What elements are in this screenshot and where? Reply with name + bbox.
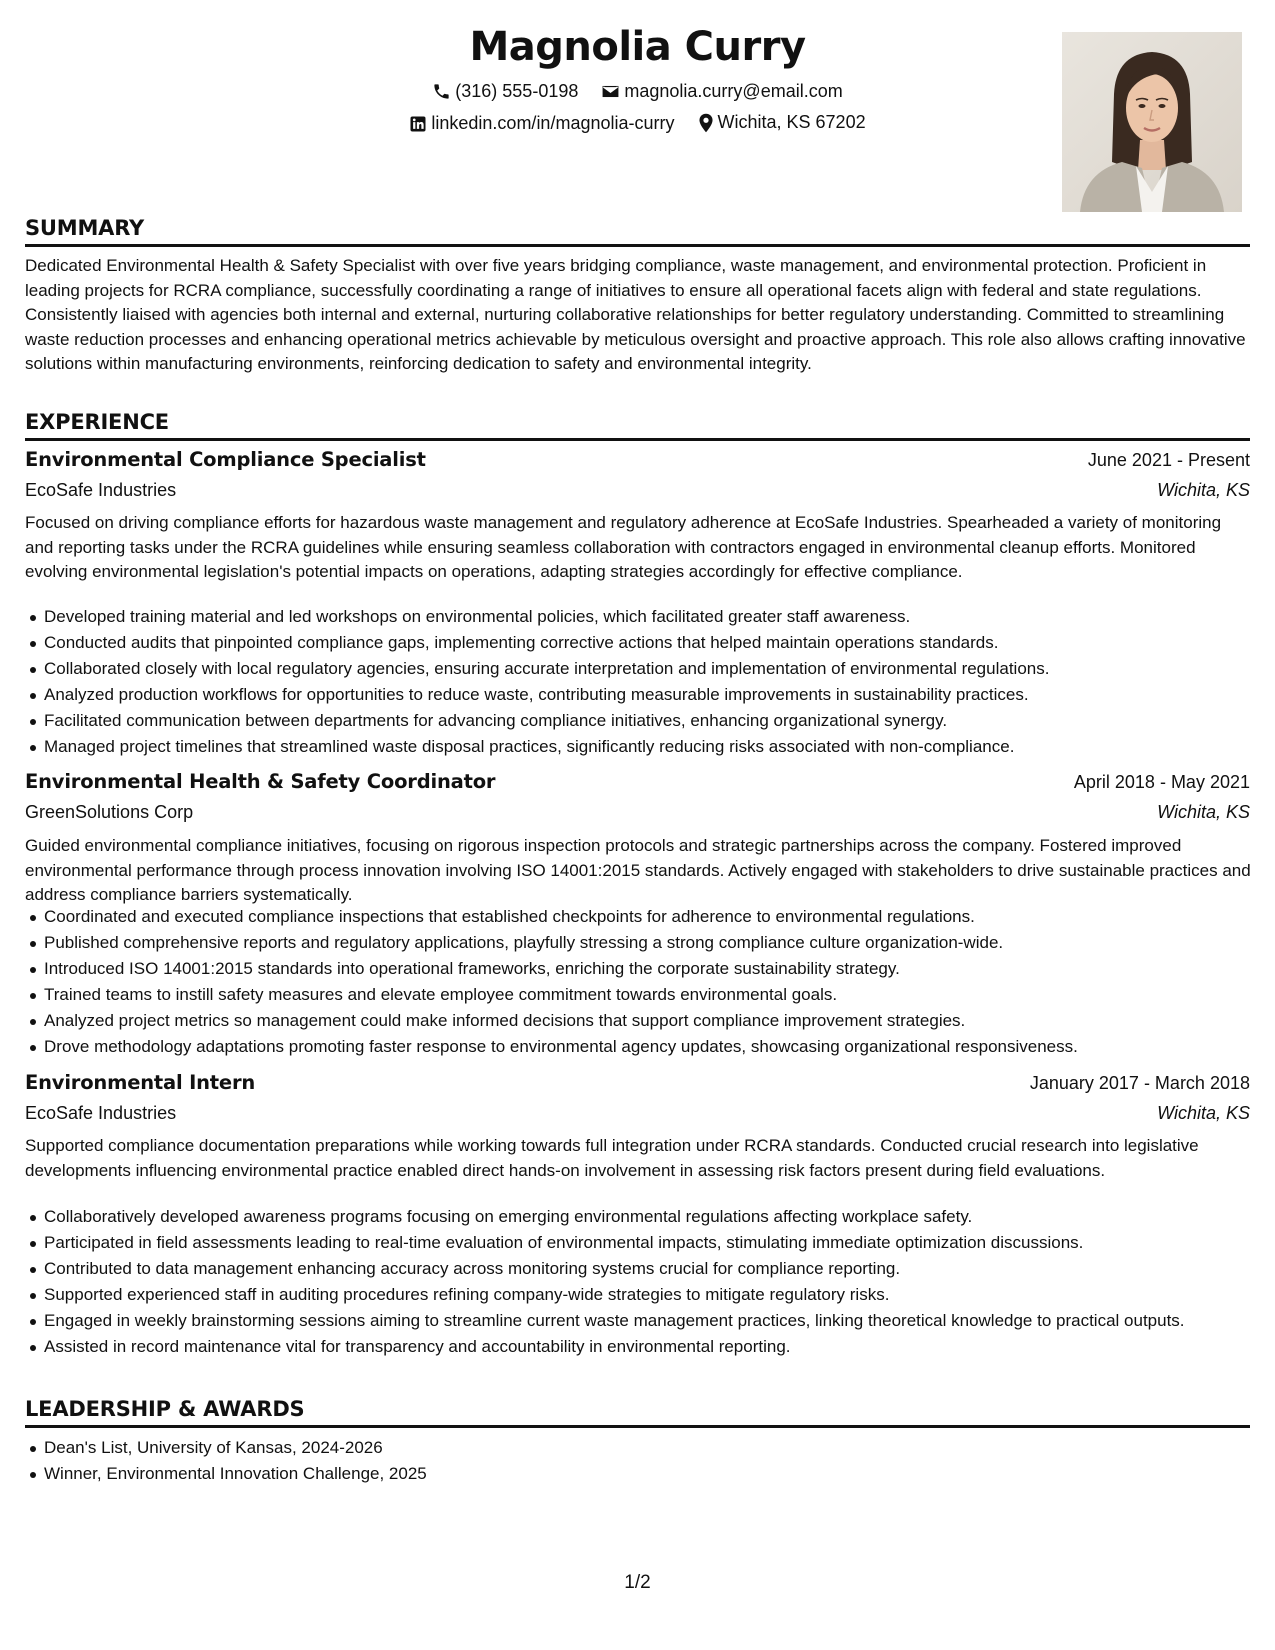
contact-linkedin[interactable] [409,113,674,134]
awards-list [25,1436,1253,1488]
contact-phone [432,81,578,102]
job-description: Supported compliance documentation preparations while working towards full integration under RCRA standards. Conducted crucial research into legislative developments influencing environmental practice enabled direct hands-on involvement in assessing risk factors present during field evaluations. [25,1136,1199,1180]
contact-email[interactable] [601,81,842,102]
job-title: Environmental Health & Safety Coordinator [25,770,496,793]
job-bullets [25,1205,1253,1361]
list-item: Introduced ISO 14001:2015 standards into operational frameworks, enriching the corporate sustainability strategy. [25,957,1253,982]
job-dates: January 2017 - March 2018 [1029,1073,1250,1093]
profile-photo [1062,32,1242,212]
job-location: Wichita, KS [1157,480,1250,500]
list-item: Managed project timelines that streamlined waste disposal practices, significantly reducing risks associated with non-compliance. [25,735,1253,760]
experience-heading: EXPERIENCE [25,410,1250,441]
list-item: Published comprehensive reports and regulatory applications, playfully stressing a strong compliance culture organization-wide. [25,931,1253,956]
list-item: Winner, Environmental Innovation Challenge, 2025 [25,1462,1253,1487]
envelope-icon [601,82,620,101]
job-description: Guided environmental compliance initiatives, focusing on rigorous inspection protocols and strategic partnerships across the company. Fostered improved environmental performance through process innovation involving ISO 14001:2015 standards. Actively engaged with stakeholders to drive sustainable practices and address compliance barriers systematically. [25,836,1251,904]
list-item: Conducted audits that pinpointed compliance gaps, implementing corrective actions that helped maintain operations standards. [25,631,1253,656]
job-location: Wichita, KS [1157,1103,1250,1123]
list-item: Developed training material and led workshops on environmental policies, which facilitated greater staff awareness. [25,605,1253,630]
email-link[interactable]: magnolia.curry@email.com [624,81,843,101]
job-company: GreenSolutions Corp [25,802,194,822]
page-number: 1/2 [624,1572,651,1593]
job-location: Wichita, KS [1157,802,1250,822]
awards-heading: LEADERSHIP & AWARDS [25,1397,1250,1428]
list-item: Collaboratively developed awareness programs focusing on emerging environmental regulations affecting workplace safety. [25,1205,1253,1230]
contact-location [698,112,866,133]
job-title: Environmental Intern [25,1071,256,1094]
location-text: Wichita, KS 67202 [717,112,866,132]
job-bullets [25,605,1253,761]
list-item: Engaged in weekly brainstorming sessions aiming to streamline current waste management practices, linking theoretical knowledge to practical outputs. [25,1309,1253,1334]
linkedin-link[interactable]: linkedin.com/in/magnolia-curry [431,113,675,133]
resume-header [25,20,1250,220]
summary-heading: SUMMARY [25,216,1250,247]
job-bullets [25,905,1253,1061]
list-item: Coordinated and executed compliance inspections that established checkpoints for adherence to environmental regulations. [25,905,1253,930]
list-item: Participated in field assessments leading to real-time evaluation of environmental impacts, stimulating immediate optimization discussions. [25,1231,1253,1256]
portrait-image [1062,32,1242,212]
list-item: Analyzed production workflows for opportunities to reduce waste, contributing measurable improvements in sustainability practices. [25,683,1253,708]
list-item: Contributed to data management enhancing accuracy across monitoring systems crucial for compliance reporting. [25,1257,1253,1282]
job-title: Environmental Compliance Specialist [25,448,426,471]
job-description: Focused on driving compliance efforts for hazardous waste management and regulatory adherence at EcoSafe Industries. Spearheaded a variety of monitoring and reporting tasks under the RCRA guidelines while ensuring seamless collaboration with contractors engaged in environmental cleanup efforts. Monitored evolving environmental legislation's potential impacts on operations, adapting strategies accordingly for effective compliance. [25,513,1222,581]
linkedin-icon [409,115,427,133]
job-company: EcoSafe Industries [25,480,177,500]
list-item: Facilitated communication between departments for advancing compliance initiatives, enhancing organizational synergy. [25,709,1253,734]
list-item: Supported experienced staff in auditing procedures refining company-wide strategies to mitigate regulatory risks. [25,1283,1253,1308]
summary-text: Dedicated Environmental Health & Safety Specialist with over five years bridging compliance, waste management, and environmental protection. Proficient in leading projects for RCRA compliance, successfully coordinating a range of initiatives to ensure all operational facets align with federal and state regulations. Consistently liaised with agencies both internal and external, nurturing collaborative relationships for better regulatory understanding. Committed to streamlining waste reduction processes and enhancing operational metrics achievable by meticulous oversight and proactive approach. This role also allows crafting innovative solutions within manufacturing environments, reinforcing dedication to safety and environmental integrity. [25,256,1246,373]
list-item: Assisted in record maintenance vital for transparency and accountability in environmental reporting. [25,1335,1253,1360]
phone-icon [432,82,451,101]
list-item: Analyzed project metrics so management could make informed decisions that support compliance improvement strategies. [25,1009,1253,1034]
list-item: Drove methodology adaptations promoting faster response to environmental agency updates, showcasing organizational responsiveness. [25,1035,1253,1060]
job-company: EcoSafe Industries [25,1103,177,1123]
candidate-name: Magnolia Curry [469,24,806,70]
map-pin-icon [698,113,714,133]
job-dates: June 2021 - Present [1087,450,1250,470]
list-item: Collaborated closely with local regulatory agencies, ensuring accurate interpretation and implementation of environmental regulations. [25,657,1253,682]
job-dates: April 2018 - May 2021 [1073,772,1250,792]
list-item: Trained teams to instill safety measures and elevate employee commitment towards environmental goals. [25,983,1253,1008]
phone-text: (316) 555-0198 [455,81,579,101]
list-item: Dean's List, University of Kansas, 2024-2026 [25,1436,1253,1461]
